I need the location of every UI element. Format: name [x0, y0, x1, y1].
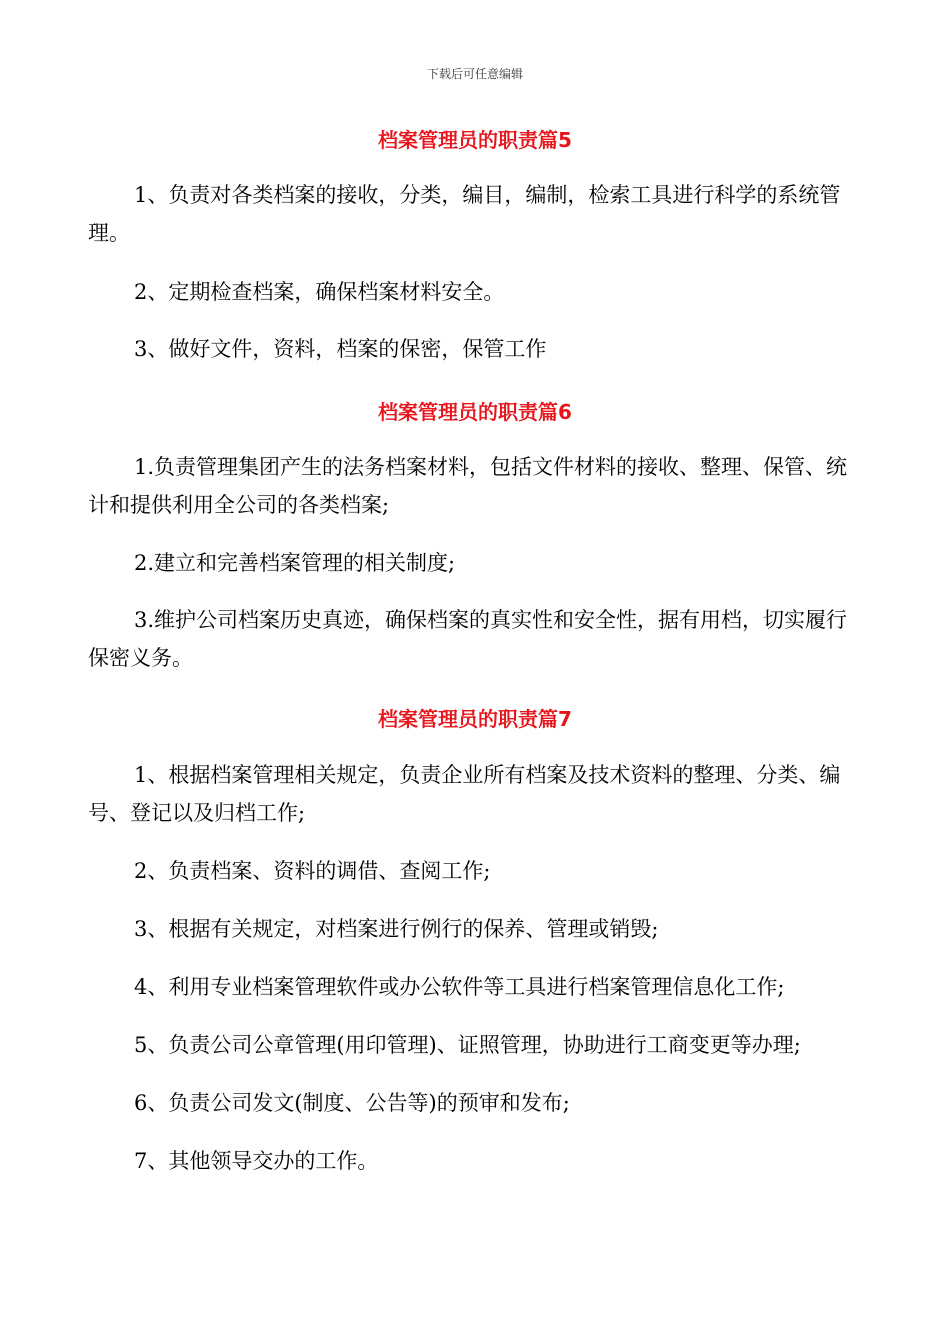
section-7-item-5: 5、负责公司公章管理(用印管理)、证照管理，协助进行工商变更等办理; [134, 1033, 801, 1057]
section-7-item-6: 6、负责公司发文(制度、公告等)的预审和发布; [134, 1091, 570, 1115]
section-6-item-1: 1.负责管理集团产生的法务档案材料，包括文件材料的接收、整理、保管、统计和提供利用全公司的各类档案; [88, 455, 848, 517]
section-6-item-2: 2.建立和完善档案管理的相关制度; [134, 551, 456, 575]
section-6-item-3: 3.维护公司档案历史真迹，确保档案的真实性和安全性，据有用档，切实履行保密义务。 [88, 608, 848, 670]
section-7-item-7: 7、其他领导交办的工作。 [134, 1149, 379, 1173]
section-5-item-1: 1、负责对各类档案的接收，分类，编目，编制，检索工具进行科学的系统管理。 [88, 183, 841, 245]
header-note: 下载后可任意编辑 [426, 67, 523, 81]
section-5-item-2: 2、定期检查档案，确保档案材料安全。 [134, 280, 505, 304]
section-7-item-2: 2、负责档案、资料的调借、查阅工作; [134, 859, 491, 883]
section-7-item-1: 1、根据档案管理相关规定，负责企业所有档案及技术资料的整理、分类、编号、登记以及归档工作; [88, 763, 841, 825]
section-5-item-3: 3、做好文件，资料，档案的保密，保管工作 [134, 337, 547, 361]
section-7-item-3: 3、根据有关规定，对档案进行例行的保养、管理或销毁; [134, 917, 659, 941]
section-7-item-4: 4、利用专业档案管理软件或办公软件等工具进行档案管理信息化工作; [134, 975, 785, 999]
section-title-5: 档案管理员的职责篇5 [378, 128, 572, 152]
section-title-6: 档案管理员的职责篇6 [378, 400, 572, 424]
section-title-7: 档案管理员的职责篇7 [378, 707, 572, 731]
